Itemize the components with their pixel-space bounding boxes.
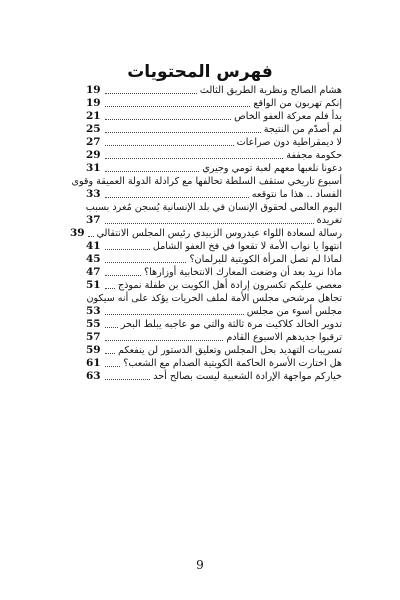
toc-entry <box>86 344 342 357</box>
toc-entry-title: رسالة لسعادة اللواء عيدروس الزبيدي رئيس المجلس الانتقالي <box>96 228 342 239</box>
toc-entry-page: 39 <box>69 227 85 239</box>
toc-entry-title: تغريدة <box>316 215 342 226</box>
toc-entry <box>86 318 342 331</box>
page-title: فهرس المحتويات <box>127 62 273 82</box>
dot-leader <box>105 262 186 263</box>
toc-entry-page: 21 <box>86 110 101 122</box>
toc-entry-title: تجاهل مرشحي مجلس الأمة لملف الحريات يؤكد على أنه سيكون <box>86 293 342 304</box>
dot-leader <box>105 340 223 341</box>
toc-entry-title: خياركم مواجهة الإرادة الشعبية ليست بصالح أحد <box>153 371 342 382</box>
toc-entry-title: لم أصدّم من النتيجة <box>263 124 342 135</box>
toc-entry-title: مجلس أسوء من مجلس <box>246 306 342 317</box>
toc-entry <box>86 149 342 162</box>
dot-leader <box>105 327 118 328</box>
toc-entry <box>86 357 342 370</box>
toc-entry <box>86 292 342 305</box>
toc-entry-title: اليوم العالمي لحقوق الإنسان في بلد الإنسانية يُسجن مُغرد بسبب <box>85 202 342 213</box>
toc-entry <box>86 188 342 201</box>
toc-entry-page: 45 <box>86 253 101 265</box>
toc-entry <box>86 201 342 214</box>
dot-leader <box>88 236 94 237</box>
toc-entry <box>86 331 342 344</box>
toc-entry <box>86 266 342 279</box>
dot-leader <box>105 288 115 289</box>
toc-entry-title: معصي عليكم تكسرون إرادة أهل الكويت بن طفلة نموذج <box>117 280 342 291</box>
toc-entry-page: 31 <box>86 162 101 174</box>
toc-entry-title: تسريبات التهديد بحل المجلس وتعليق الدستور لن ينفعكم <box>117 345 342 356</box>
toc-entry-page: 29 <box>86 149 101 161</box>
toc-entry <box>71 175 342 188</box>
toc-entry <box>86 123 342 136</box>
toc-entry-title: ترقبوا جديدهم الاسبوع القادم <box>226 332 342 343</box>
toc-entry-page: 41 <box>86 240 101 252</box>
dot-leader <box>105 366 120 367</box>
toc-entry-title: إنكم تهربون من الواقع <box>253 98 342 109</box>
toc-entry <box>86 97 342 110</box>
toc-entry-page: 19 <box>86 84 101 96</box>
dot-leader <box>105 197 249 198</box>
toc-entry-page: 27 <box>86 136 101 148</box>
toc-entry <box>86 84 342 97</box>
toc-entry-page: 59 <box>86 344 101 356</box>
toc-entry <box>86 162 342 175</box>
dot-leader <box>105 314 244 315</box>
toc-list <box>69 84 342 383</box>
page-number: 9 <box>196 558 204 572</box>
toc-entry-title: لماذا لم تصل المرأة الكويتية للبرلمان؟ <box>189 254 342 265</box>
toc-entry-title: أسبوع تاريخي ستقف السلطة تحالفها مع كرادلة الدولة العميقة وقوى <box>71 176 342 187</box>
toc-entry-page: 63 <box>86 370 101 382</box>
toc-entry <box>86 240 342 253</box>
toc-entry-title: تدوير الخالد كلاكيت مرة ثالثة والتي مو عاجبه يبلط البحر <box>120 319 342 330</box>
toc-entry <box>86 214 342 227</box>
toc-entry <box>86 305 342 318</box>
toc-entry-page: 47 <box>86 266 101 278</box>
toc-entry <box>69 227 342 240</box>
toc-entry <box>86 110 342 123</box>
dot-leader <box>105 171 199 172</box>
toc-entry-page: 51 <box>86 279 101 291</box>
dot-leader <box>105 132 261 133</box>
toc-entry-page: 33 <box>86 188 101 200</box>
toc-entry-page: 57 <box>86 331 101 343</box>
dot-leader <box>105 275 141 276</box>
toc-entry-page: 61 <box>86 357 101 369</box>
toc-entry-page: 25 <box>86 123 101 135</box>
toc-entry-title: حكومة مجففة <box>286 150 342 161</box>
toc-entry <box>86 136 342 149</box>
toc-entry-page: 55 <box>86 318 101 330</box>
toc-entry <box>86 279 342 292</box>
toc-entry-title: انتهوا يا نواب الأمة لا تقعوا في فخ العفو الشامل <box>152 241 342 252</box>
toc-entry-title: بدأ فلم معركة العفو الخاص <box>234 111 342 122</box>
dot-leader <box>105 223 314 224</box>
dot-leader <box>105 249 150 250</box>
dot-leader <box>105 106 250 107</box>
dot-leader <box>105 145 234 146</box>
toc-entry-title: لا ديمقراطية دون صراعات <box>236 137 342 148</box>
toc-entry-title: هل اختارت الأسرة الحاكمة الكويتية الصدام مع الشعب؟ <box>123 358 342 369</box>
dot-leader <box>105 93 197 94</box>
dot-leader <box>105 158 283 159</box>
toc-entry-page: 53 <box>86 305 101 317</box>
toc-entry <box>86 253 342 266</box>
toc-entry-page: 37 <box>86 214 101 226</box>
dot-leader <box>105 379 150 380</box>
toc-entry-title: ماذا نريد بعد أن وضعت المعارك الانتخابية أوزارها؟ <box>144 267 342 278</box>
toc-entry-page: 19 <box>86 97 101 109</box>
toc-entry-title: الفساد .. هذا ما نتوقعه <box>251 189 342 200</box>
dot-leader <box>105 353 115 354</box>
toc-entry-title: دعونا نلعبها معهم لعبة تومي وجيري <box>202 163 342 174</box>
toc-entry-title: هشام الصالح ونظرية الطريق الثالث <box>199 85 342 96</box>
dot-leader <box>105 119 231 120</box>
toc-entry <box>86 370 342 383</box>
